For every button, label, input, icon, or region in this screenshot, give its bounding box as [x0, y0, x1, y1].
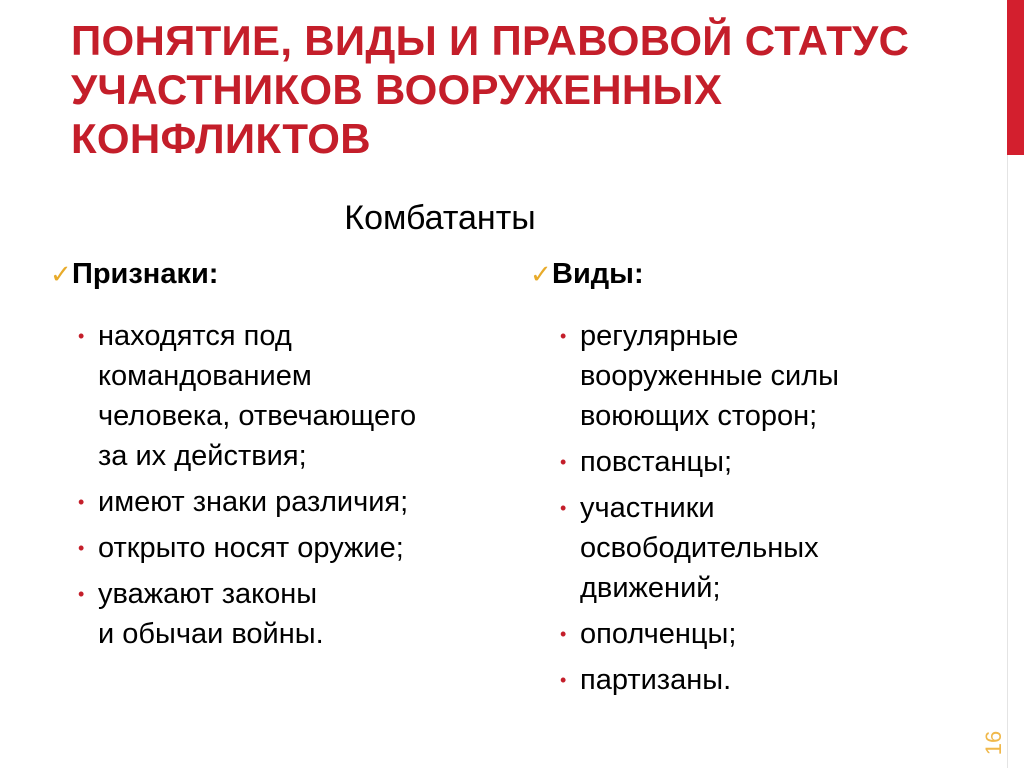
bullet-icon: • — [560, 326, 567, 346]
types-list — [530, 316, 930, 700]
slide-title: ПОНЯТИЕ, ВИДЫ И ПРАВОВОЙ СТАТУС УЧАСТНИКОВ ВООРУЖЕННЫХ КОНФЛИКТОВ — [71, 17, 910, 162]
list-item — [530, 442, 930, 482]
list-item — [50, 482, 490, 522]
bullet-icon: • — [78, 326, 85, 346]
bullet-icon: • — [560, 624, 567, 644]
bullet-icon: • — [560, 670, 567, 690]
right-divider — [1007, 155, 1008, 768]
slide-subtitle: Комбатанты — [344, 199, 536, 237]
list-item — [530, 488, 930, 608]
list-item-text: уважают законы и обычаи войны. — [98, 578, 324, 650]
types-column — [530, 254, 930, 706]
list-item-text: ополченцы; — [580, 618, 737, 650]
list-item — [530, 660, 930, 700]
signs-heading: Признаки: — [72, 258, 219, 290]
bullet-icon: • — [78, 584, 85, 604]
types-heading-row — [530, 254, 930, 298]
list-item — [530, 614, 930, 654]
page-number: 16 — [981, 730, 1006, 756]
bullet-icon: • — [78, 492, 85, 512]
list-item-text: регулярные вооруженные силы воюющих сторон; — [580, 320, 840, 432]
list-item — [50, 574, 490, 654]
list-item-text: открыто носят оружие; — [98, 532, 404, 564]
list-item-text: повстанцы; — [580, 446, 733, 478]
list-item-text: партизаны. — [580, 664, 732, 696]
bullet-icon: • — [560, 498, 567, 518]
signs-list — [50, 316, 490, 654]
check-icon: ✓ — [50, 259, 72, 289]
accent-bar — [1007, 0, 1024, 155]
list-item — [50, 528, 490, 568]
list-item — [530, 316, 930, 436]
signs-column — [50, 254, 490, 660]
signs-heading-row — [50, 254, 490, 298]
check-icon: ✓ — [530, 259, 552, 289]
list-item-text: участники освободительных движений; — [580, 492, 819, 604]
list-item-text: имеют знаки различия; — [98, 486, 409, 518]
bullet-icon: • — [78, 538, 85, 558]
list-item — [50, 316, 490, 476]
bullet-icon: • — [560, 452, 567, 472]
list-item-text: находятся под командованием человека, отвечающего за их действия; — [98, 320, 417, 472]
types-heading: Виды: — [552, 258, 644, 290]
